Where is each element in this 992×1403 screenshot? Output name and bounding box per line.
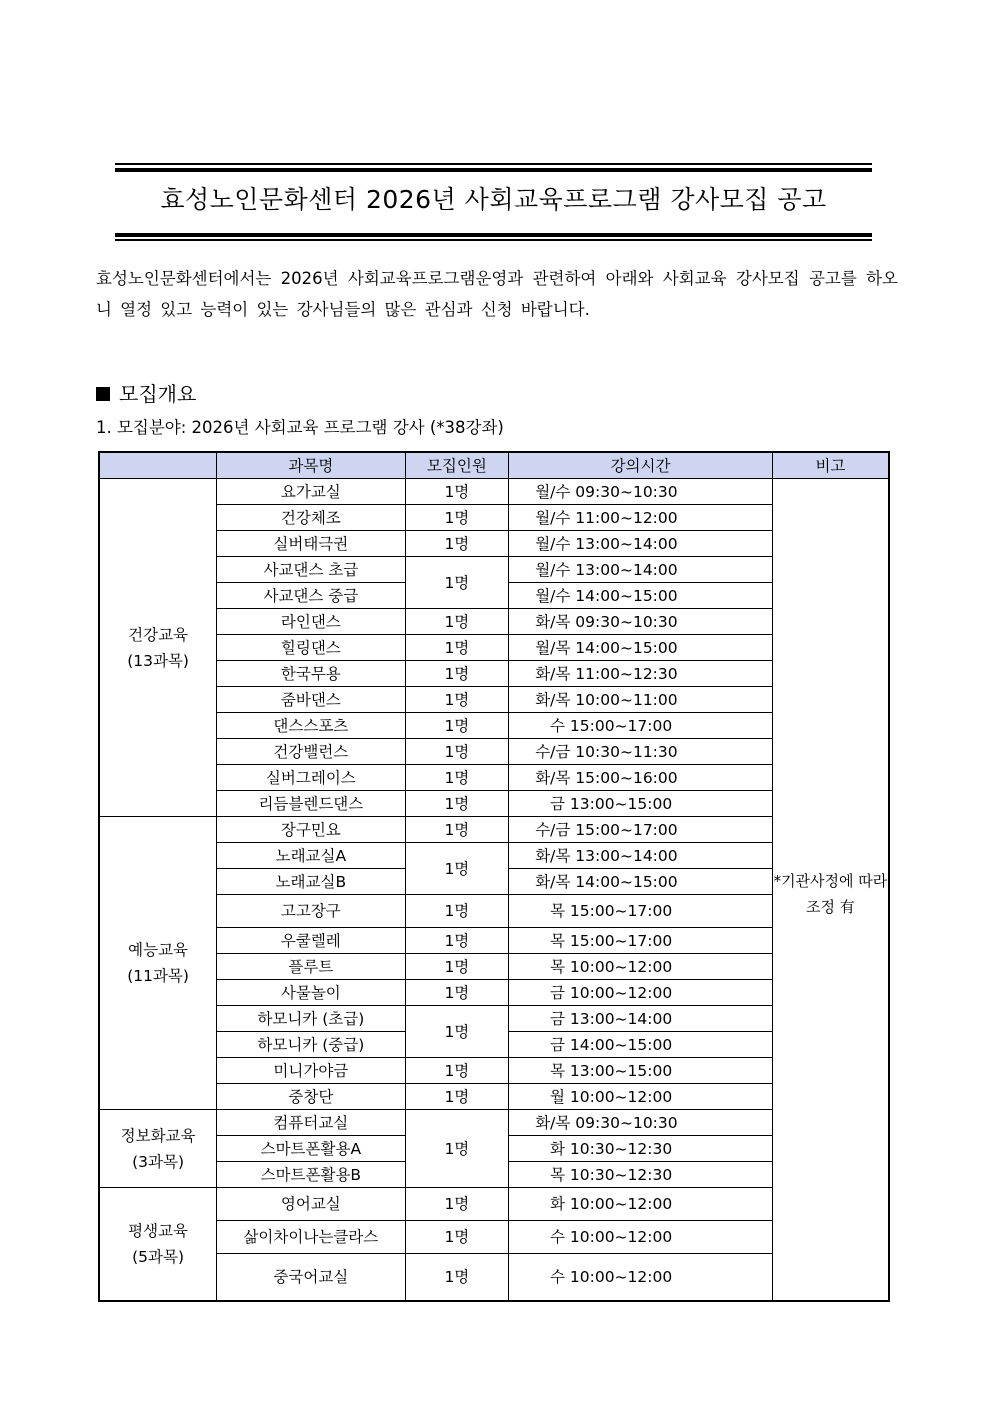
count-cell: 1명 xyxy=(405,817,509,843)
table-row xyxy=(99,1110,889,1136)
category-name: 평생교육 xyxy=(128,1222,189,1240)
square-bullet-icon xyxy=(96,387,110,401)
header-time: 강의시간 xyxy=(509,452,773,479)
table-row xyxy=(99,928,889,954)
table-row xyxy=(99,817,889,843)
category-name: 예능교육 xyxy=(128,941,189,959)
subject-cell: 한국무용 xyxy=(217,661,405,687)
table-row xyxy=(99,713,889,739)
category-health xyxy=(99,479,217,817)
subject-cell: 건강밸런스 xyxy=(217,739,405,765)
table-row xyxy=(99,1254,889,1302)
table-row xyxy=(99,739,889,765)
count-cell: 1명 xyxy=(405,765,509,791)
subject-cell: 댄스스포츠 xyxy=(217,713,405,739)
time-cell: 월/수 11:00~12:00 xyxy=(509,505,773,531)
time-cell: 목 15:00~17:00 xyxy=(509,895,773,928)
count-cell: 1명 xyxy=(405,928,509,954)
time-cell: 목 13:00~15:00 xyxy=(509,1058,773,1084)
time-cell: 금 14:00~15:00 xyxy=(509,1032,773,1058)
count-cell: 1명 xyxy=(405,1084,509,1110)
page-title: 효성노인문화센터 2026년 사회교육프로그램 강사모집 공고 xyxy=(160,185,827,214)
category-count: (5과목) xyxy=(132,1248,185,1266)
recruit-field-line: 1. 모집분야: 2026년 사회교육 프로그램 강사 (*38강좌) xyxy=(96,418,504,437)
note-cell xyxy=(772,479,889,1302)
category-count: (3과목) xyxy=(132,1152,185,1171)
subject-cell: 사물놀이 xyxy=(217,980,405,1006)
count-cell: 1명 xyxy=(405,843,509,895)
time-cell: 화/목 11:00~12:30 xyxy=(509,661,773,687)
subject-cell: 컴퓨터교실 xyxy=(217,1110,405,1136)
count-cell: 1명 xyxy=(405,954,509,980)
count-cell: 1명 xyxy=(405,1058,509,1084)
header-note: 비고 xyxy=(772,452,889,479)
subject-cell: 미니가야금 xyxy=(217,1058,405,1084)
time-cell: 월 10:00~12:00 xyxy=(509,1084,773,1110)
category-lifelong xyxy=(99,1188,217,1302)
count-cell: 1명 xyxy=(405,1006,509,1058)
table-header-row xyxy=(99,452,889,479)
time-cell: 화 10:30~12:30 xyxy=(509,1136,773,1162)
time-cell: 수/금 15:00~17:00 xyxy=(509,817,773,843)
time-cell: 화/목 15:00~16:00 xyxy=(509,765,773,791)
subject-cell: 줌바댄스 xyxy=(217,687,405,713)
count-cell: 1명 xyxy=(405,1221,509,1254)
count-cell: 1명 xyxy=(405,1110,509,1188)
count-cell: 1명 xyxy=(405,635,509,661)
subject-cell: 우쿨렐레 xyxy=(217,928,405,954)
count-cell: 1명 xyxy=(405,479,509,505)
subject-cell: 라인댄스 xyxy=(217,609,405,635)
subject-cell: 스마트폰활용A xyxy=(217,1136,405,1162)
count-cell: 1명 xyxy=(405,791,509,817)
subject-cell: 플루트 xyxy=(217,954,405,980)
table-row xyxy=(99,765,889,791)
title-rule-top-2 xyxy=(115,168,872,172)
time-cell: 수 10:00~12:00 xyxy=(509,1221,773,1254)
subject-cell: 건강체조 xyxy=(217,505,405,531)
time-cell: 수 10:00~12:00 xyxy=(509,1254,773,1302)
subject-cell: 노래교실B xyxy=(217,869,405,895)
table-row xyxy=(99,1221,889,1254)
table-row xyxy=(99,791,889,817)
time-cell: 월/목 14:00~15:00 xyxy=(509,635,773,661)
time-cell: 금 13:00~14:00 xyxy=(509,1006,773,1032)
table-row xyxy=(99,635,889,661)
subject-cell: 실버그레이스 xyxy=(217,765,405,791)
subject-cell: 하모니카 (중급) xyxy=(217,1032,405,1058)
time-cell: 금 10:00~12:00 xyxy=(509,980,773,1006)
subject-cell: 하모니카 (초급) xyxy=(217,1006,405,1032)
count-cell: 1명 xyxy=(405,895,509,928)
header-subject: 과목명 xyxy=(217,452,405,479)
intro-paragraph: 효성노인문화센터에서는 2026년 사회교육프로그램운영과 관련하여 아래와 사회교육 강사모집 공고를 하오니 열정 있고 능력이 있는 강사님들의 많은 관심과 신청 바랍니다. xyxy=(96,269,898,319)
time-cell: 금 13:00~15:00 xyxy=(509,791,773,817)
subject-cell: 힐링댄스 xyxy=(217,635,405,661)
time-cell: 화/목 13:00~14:00 xyxy=(509,843,773,869)
category-count: (13과목) xyxy=(127,651,189,670)
count-cell: 1명 xyxy=(405,1254,509,1302)
subject-cell: 요가교실 xyxy=(217,479,405,505)
subject-cell: 노래교실A xyxy=(217,843,405,869)
table-row xyxy=(99,609,889,635)
count-cell: 1명 xyxy=(405,531,509,557)
time-cell: 목 15:00~17:00 xyxy=(509,928,773,954)
table-row xyxy=(99,661,889,687)
subject-cell: 삶이차이나는클라스 xyxy=(217,1221,405,1254)
count-cell: 1명 xyxy=(405,713,509,739)
header-count: 모집인원 xyxy=(405,452,509,479)
section-heading-text: 모집개요 xyxy=(119,382,197,406)
subject-cell: 중창단 xyxy=(217,1084,405,1110)
table-row xyxy=(99,980,889,1006)
table-row xyxy=(99,1006,889,1032)
subject-cell: 영어교실 xyxy=(217,1188,405,1221)
title-rule-bottom-2 xyxy=(115,239,872,241)
note-text: *기관사정에 따라조정 有 xyxy=(773,871,888,916)
time-cell: 목 10:30~12:30 xyxy=(509,1162,773,1188)
table-row xyxy=(99,531,889,557)
table-row xyxy=(99,1188,889,1221)
table-row xyxy=(99,843,889,869)
count-cell: 1명 xyxy=(405,687,509,713)
time-cell: 화/목 09:30~10:30 xyxy=(509,1110,773,1136)
count-cell: 1명 xyxy=(405,505,509,531)
subject-cell: 사교댄스 중급 xyxy=(217,583,405,609)
time-cell: 수/금 10:30~11:30 xyxy=(509,739,773,765)
time-cell: 월/수 13:00~14:00 xyxy=(509,531,773,557)
time-cell: 화/목 14:00~15:00 xyxy=(509,869,773,895)
category-count: (11과목) xyxy=(127,967,189,985)
table-row xyxy=(99,557,889,583)
section-heading xyxy=(96,378,196,407)
category-it xyxy=(99,1110,217,1188)
time-cell: 목 10:00~12:00 xyxy=(509,954,773,980)
category-name: 건강교육 xyxy=(128,625,189,644)
recruit-table xyxy=(98,451,890,1302)
subject-cell: 중국어교실 xyxy=(217,1254,405,1302)
table-row xyxy=(99,954,889,980)
table-row xyxy=(99,1084,889,1110)
table-row xyxy=(99,895,889,928)
count-cell: 1명 xyxy=(405,557,509,609)
time-cell: 월/수 13:00~14:00 xyxy=(509,557,773,583)
count-cell: 1명 xyxy=(405,609,509,635)
subject-cell: 장구민요 xyxy=(217,817,405,843)
time-cell: 화/목 10:00~11:00 xyxy=(509,687,773,713)
count-cell: 1명 xyxy=(405,739,509,765)
subject-cell: 리듬블렌드댄스 xyxy=(217,791,405,817)
table-row xyxy=(99,479,889,505)
time-cell: 수 15:00~17:00 xyxy=(509,713,773,739)
category-arts xyxy=(99,817,217,1110)
time-cell: 월/수 09:30~10:30 xyxy=(509,479,773,505)
header-category xyxy=(99,452,217,479)
subject-cell: 스마트폰활용B xyxy=(217,1162,405,1188)
title-rule-bottom-1 xyxy=(115,233,872,237)
count-cell: 1명 xyxy=(405,1188,509,1221)
subject-cell: 사교댄스 초급 xyxy=(217,557,405,583)
time-cell: 화 10:00~12:00 xyxy=(509,1188,773,1221)
table-row xyxy=(99,687,889,713)
table-row xyxy=(99,505,889,531)
category-name: 정보화교육 xyxy=(120,1126,196,1145)
time-cell: 화/목 09:30~10:30 xyxy=(509,609,773,635)
count-cell: 1명 xyxy=(405,980,509,1006)
count-cell: 1명 xyxy=(405,661,509,687)
title-rule-top-1 xyxy=(115,163,872,165)
subject-cell: 실버태극권 xyxy=(217,531,405,557)
time-cell: 월/수 14:00~15:00 xyxy=(509,583,773,609)
table-row xyxy=(99,1058,889,1084)
subject-cell: 고고장구 xyxy=(217,895,405,928)
